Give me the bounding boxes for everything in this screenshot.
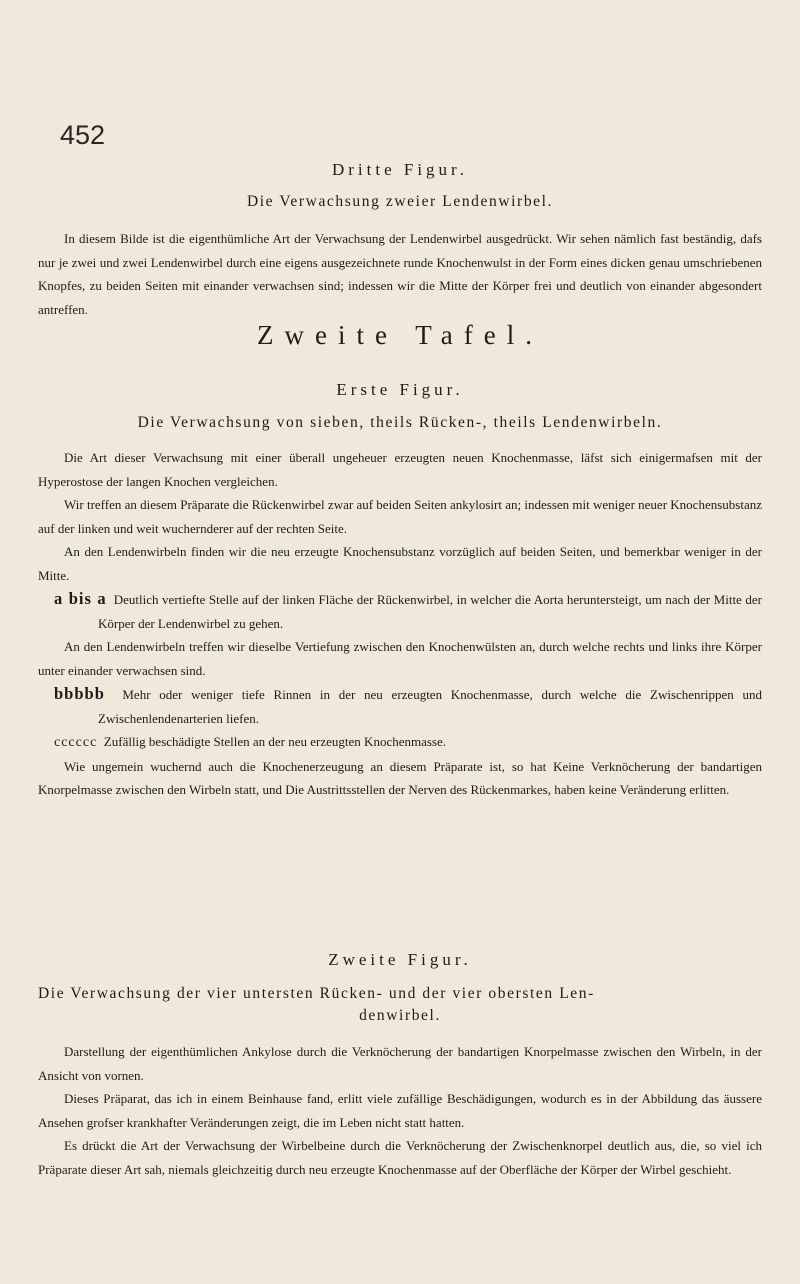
paragraph: Darstellung der eigenthümlichen Ankylose durch die Verknöcherung der bandartigen Knorpelmasse zwischen den Wirbeln, in der Ansicht von vornen. [38, 1044, 762, 1083]
section-title-lendenwirbel: Die Verwachsung zweier Lendenwirbel. [246, 193, 554, 210]
section-title-vier [38, 983, 762, 1027]
paragraph: In diesem Bilde ist die eigenthümliche Art der Verwachsung der Lendenwirbel ausgedrückt. Wir sehen nämlich fast beständig, dafs nur je zwei und zwei Lendenwirbel durch eine eigens ausgezeichnete runde Knochenwulst in der Form eines dicken genau umschriebenen Knopfes, zu beiden Seiten mit einander verwachsen sind; indessen wir die Mitte der Körper frei und deutlich von einander abgesondert antreffen. [38, 231, 762, 317]
figure-heading-second: Zweite Figur. [328, 950, 472, 969]
plate-heading: Zweite Tafel. [256, 320, 544, 350]
paragraph: Dieses Präparat, das ich in einem Beinhause fand, erlitt viele zufällige Beschädigungen, wodurch es in der Abbildung das äussere Ansehen grofser krankhafter Veränderungen zeigt, die im Leben nicht statt hatten. [38, 1091, 762, 1130]
legend-text-c: Zufällig beschädigte Stellen an der neu erzeugten Knochenmasse. [103, 734, 446, 749]
legend-mark-b: bbbbb [54, 684, 105, 703]
section-title-sieben: Die Verwachsung von sieben, theils Rücken-, theils Lendenwirbeln. [137, 414, 663, 431]
paragraph: Die Art dieser Verwachsung mit einer überall ungeheuer erzeugten neuen Knochenmasse, läfst sich einigermafsen mit der Hyperostose der langen Knochen vergleichen. [38, 450, 762, 489]
paragraph: An den Lendenwirbeln treffen wir dieselbe Vertiefung zwischen den Knochenwülsten an, durch welche rechts und links ihre Körper unter einander verwachsen sind. [38, 639, 762, 678]
paragraph: Wir treffen an diesem Präparate die Rückenwirbel zwar auf beiden Seiten ankylosirt an; indessen mit weniger neuer Knochensubstanz auf der linken und weit wuchernderer auf der rechten Seite. [38, 497, 762, 536]
legend-item-b [38, 682, 762, 730]
legend-text-b: Mehr oder weniger tiefe Rinnen in der neu erzeugten Knochenmasse, durch welche die Zwischenrippen und Zwischenlendenarterien liefen. [98, 687, 763, 726]
legend-text-a: Deutlich vertiefte Stelle auf der linken Fläche der Rückenwirbel, in welcher die Aorta heruntersteigt, um nach der Mitte der Körper der Lendenwirbel zu gehen. [98, 592, 763, 631]
legend-item-c [38, 730, 762, 755]
paragraph: Es drückt die Art der Verwachsung der Wirbelbeine durch die Verknöcherung der Zwischenknorpel deutlich aus, die, so viel ich Präparate dieser Art sah, niemals gleichzeitig durch neu erzeugte Knochenmasse auf der Oberfläche der Körper der Wirbel geschieht. [38, 1138, 762, 1177]
legend-mark-c: cccccc [54, 735, 98, 750]
paragraph: An den Lendenwirbeln finden wir die neu erzeugte Knochensubstanz vorzüglich auf beiden Seiten, und bemerkbar weniger in der Mitte. [38, 544, 762, 583]
figure-heading-first: Erste Figur. [336, 380, 464, 399]
paragraph: Wie ungemein wuchernd auch die Knochenerzeugung an diesem Präparate ist, so hat Keine Verknöcherung der bandartigen Knorpelmasse zwischen den Wirbeln statt, und Die Austrittsstellen der Nerven des Rückenmarkes, haben keine Veränderung erlitten. [38, 758, 762, 797]
section-title-line-1: Die Verwachsung der vier untersten Rücken- und der vier obersten Len- [38, 985, 595, 1002]
legend-mark-a: a bis a [54, 589, 107, 608]
section-title-line-2: denwirbel. [359, 1007, 441, 1024]
page-number: 452 [60, 120, 106, 150]
legend-item-a [38, 587, 762, 635]
figure-heading-third: Dritte Figur. [331, 160, 469, 179]
